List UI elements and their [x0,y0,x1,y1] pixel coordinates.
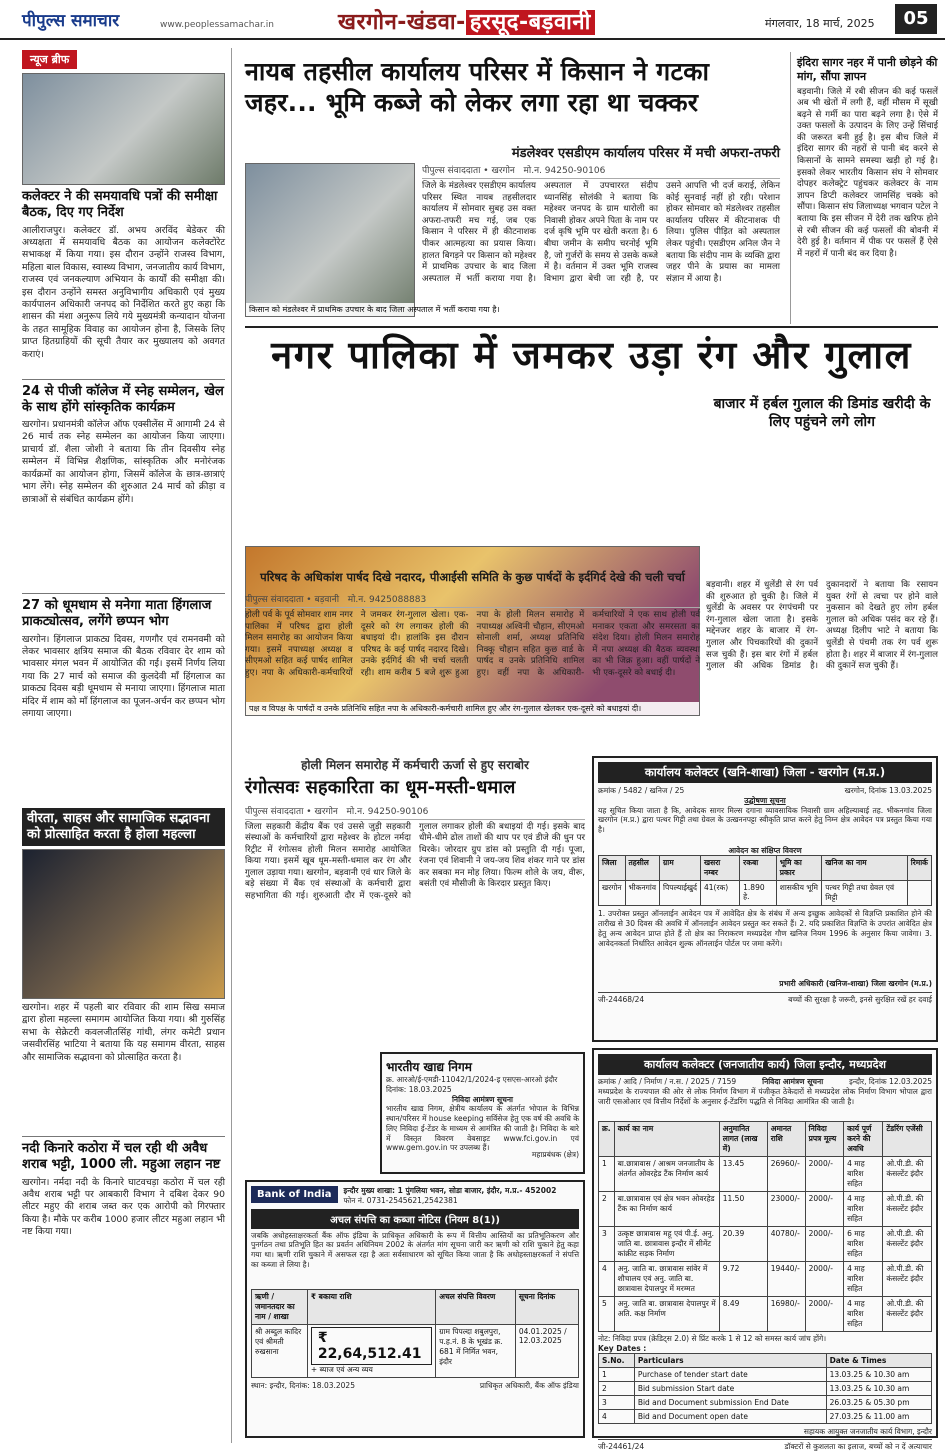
sidebar-body: बड़वानी। जिले में रबी सीजन की कई फसलें अब भी खेतों में लगी हैं, वहीं मौसम में सूखी बढ़ने से गर्मी का पारा बढ़ने लगा है। ऐसे में उक्त फसलों के उत्पादन के लिए उन्हें सिंचाई की जरूरत बनी हुई है। इस बीच जिले में इंदिरा सागर की नहरों से पानी बंद करने से किसानों के सामने समस्या खड़ी हो गई है। इसको लेकर भारतीय किसान संघ ने सोमवार दोपहर कलेक्ट्रेट पहुंचकर कलेक्टर के नाम ज्ञापन डिप्टी कलेक्टर जामसिंह चक्के को सौंपा। किसान संघ जिलाध्यक्ष भगवान पटेल ने बताया कि इस सीजन में देरी तक खरिफ होने से रबी सीजन की कई फसलों की बोवनी में देरी हुई है। वर्तमान में पीक पर फसलें हैं ऐसे में नहरों में पानी बंद कर दिया है। [797,86,938,259]
market-headline-block [706,392,938,454]
tribal-note: नोट: निविदा प्रपत्र (क्रेडिट्स 2.0) से प्रिंट करके 1 से 12 को समस्त कार्य जांच होंगे। [598,1333,827,1343]
works-table-header-2: अनुमानित लागत (लाख में) [719,1121,767,1156]
works-table-header-0: क्र. [599,1121,615,1156]
key-dates-cell-1: Bid and Document open date [634,1410,826,1424]
works-table-cell-5: 4 माह बारिश सहित [844,1261,883,1296]
brief-headline-4: वीरता, साहस और सामाजिक सद्भावना को प्रोत्साहित करता है होला महल्ला [22,808,225,847]
mining-conditions: 1. उपरोक्त प्रस्तुत ऑनलाईन आवेदन पत्र में आवेदित क्षेत्र के संबंध में अन्य इच्छुक आवेदकों से विज्ञप्ति प्रकाशित होने की तारीख से 30 दिवस की अवधि में ऑनलाईन आवेदन प्रस्तुत कर सकते हैं। 2. यदि प्रकाशित विज्ञप्ति के उपरांत आवेदित क्षेत्र हेतु अन्य आवेदन प्राप्त होते हैं तो क्षेत्र का निराकरण मध्यप्रदेश गौण खनिज नियम 1996 के अनुसार किया जावेगा। 3. आवेदनकर्ता निर्धारित आवेदन शुल्क ऑनलाईन पोर्टल पर जमा करेंगे। [598,909,932,948]
karmachari-body: जिला सहकारी केंद्रीय बैंक एवं उससे जुड़ी सहकारी संस्थाओं के कर्मचारियों द्वारा महेश्वर के होटल नर्मदा रिट्रीट में रंगोत्सव होली मिलन समारोह आयोजित किया गया। इसमें खूब धूम-मस्ती-धमाल कर रंग और गुलाल उड़ाया गया। खरगोन, बड़वानी एवं धार जिले के बड़े संख्या में बैंक एवं संस्थाओं के कर्मचारी द्वारा सहभागिता की गई। शुरुआती दौर में एक-दूसरे को गुलाल लगाकर होली की बधाइयां दी गई। इसके बाद धीमे-धीमे ढोल ताशों की थाप पर एवं डीजे की धुन पर थिरके। जोरदार ग्रुप डांस को प्रस्तुति दी गई। पूजा, रंजना एवं शिवानी ने जय-जय शिव शंकर गाने पर डांस कर सबका मन मोह लिया। फिल्म शोले के जय, वीरू, बसंती एवं मौसीजी के किरदार प्रस्तुत किए। [245,821,585,902]
mining-table-header-7: रिमार्क [907,856,931,881]
table-row [599,1382,932,1396]
brief-body-1: आलीराजपुर। कलेक्टर डॉ. अभय अरविंद बेडेकर की अध्यक्षता में समयावधि बैठक का आयोजन कलेक्टोरेट सभाकक्ष में किया गया। इस दौरान उन्होंने राजस्व विभाग, महिला बाल विकास, स्वास्थ्य विभाग, जनजातीय कार्य विभाग, राजस्व एवं जनकल्याण अभियान के कार्यों की समीक्षा की। इस दौरान उन्होंने समस्त अनुविभागीय अधिकारी एवं मुख्य कार्यपालन अधिकारी जनपद को निर्देशित करते हुए कहा कि शासन की मंशा अनुरूप लिये गये मुख्यमंत्री कन्यादान योजना के तहत सामूहिक विवाह का आयोजन होना है, जिसके लिए प्राप्त हितग्राहियों की सूची तैयार कर मुख्यालय को अवगत कराएं। [22,224,225,360]
divider [22,1136,225,1137]
section-divider [245,326,938,328]
newspaper-logo: पीपुल्स समाचार [22,11,120,31]
tribal-notice-title: निविदा आमंत्रण सूचना [762,1077,824,1086]
fci-tender-notice [380,1052,585,1174]
works-table-cell-6: ओ.पी.डी. की कंसल्टेंट इंदौर [883,1226,932,1261]
top-subhead: मंडलेश्वर एसडीएम कार्यालय परिसर में मची अफरा-तफरी [511,146,780,161]
karmachari-byline: पीपुल्स संवाददाता • खरगोन [245,806,338,817]
holi-byline: पीपुल्स संवाददाता • बड़वानी [245,595,340,605]
table-row [599,1226,932,1261]
tribal-ji-number: जी-24461/24 [598,1442,645,1451]
works-table-cell-3: 16980/- [767,1296,805,1331]
brief-headline-5: नदी किनारे कठोरा में चल रही थी अवैध शराब भट्टी, 1000 ली. महुआ लहान नष्ट [22,1141,221,1173]
holi-mobile: मो.न. 9425088883 [347,595,427,605]
works-table-cell-6: ओ.पी.डी. की कंसल्टेंट इंदौर [883,1156,932,1191]
bank-col-borrower: ऋणी / जमानतदार का नाम / शाखा [252,1289,308,1324]
brief-headline-2: 24 से पीजी कॉलेज में स्नेह सम्मेलन, खेल के साथ होंगे सांस्कृतिक कार्यक्रम [22,383,224,415]
bank-borrower: श्री अब्दुल कादिर एवं श्रीमती रुखसाना [252,1324,308,1377]
table-row [599,1191,932,1226]
right-sidebar-story [790,52,938,324]
brief-headline-1: कलेक्टर ने की समयावधि पत्रों की समीक्षा बैठक, दिए गए निर्देश [22,189,218,221]
table-row [599,1410,932,1424]
mining-table-cell-2: पिपल्याईखुर्द [660,881,701,906]
works-table-cell-4: 2000/- [805,1226,843,1261]
works-table-cell-4: 2000/- [805,1156,843,1191]
works-table-cell-2: 13.45 [719,1156,767,1191]
bank-dates: 04.01.2025 / 12.03.2025 [515,1324,578,1377]
website-url[interactable]: www.peoplessamachar.in [160,20,274,30]
fci-date: दिनांक: 18.03.2025 [386,1084,452,1094]
tribal-signature: सहायक आयुक्त जनजातीय कार्य विभाग, इन्दौर [803,1427,932,1437]
top-headline-block [245,56,780,142]
bank-place-date: स्थान: इन्दौर, दिनांक: 18.03.2025 [251,1380,355,1390]
page-number: 05 [895,4,937,34]
table-row [599,1261,932,1296]
key-dates-table [598,1353,932,1424]
works-table-cell-2: 9.72 [719,1261,767,1296]
divider [22,379,225,380]
key-dates-cell-1: Bid submission Start date [634,1382,826,1396]
mining-tender-title: कार्यालय कलेक्टर (खनि-शाखा) जिला - खरगोन (म.प्र.) [598,762,932,783]
top-story-text [422,163,780,317]
divider [22,593,225,594]
fci-notice-title: निविदा आमंत्रण सूचना [451,1094,513,1104]
works-table-cell-0: 2 [599,1191,615,1226]
bank-col-date: सूचना दिनांक [515,1289,578,1324]
works-table-cell-6: ओ.पी.डी. की कंसल्टेंट इंदौर [883,1261,932,1296]
holi-subhead: परिषद के अधिकांश पार्षद दिखे नदारद, पीआईसी समिति के कुछ पार्षदों के इर्दगिर्द देखे की चली चर्चा [260,570,685,584]
mining-table-header-1: तहसील [625,856,659,881]
works-table-cell-3: 19440/- [767,1261,805,1296]
mining-table-header-5: भूमि का प्रकार [776,856,822,881]
table-row [599,1296,932,1331]
bank-amount: ₹ 22,64,512.41 [311,1327,432,1365]
works-table-cell-3: 23000/- [767,1191,805,1226]
works-table-cell-1: उत्कृष्ट छात्रावास महू एवं पी.ई. अनु. जाति बा. छात्रावास इन्दौर में सीमेंट कांक्रीट सड़क निर्माण [614,1226,719,1261]
works-table-header-6: टेंडरिंग एजेंसी [883,1121,932,1156]
mining-signature: प्रभारी अधिकारी (खनिज-शाखा) जिला खरगोन (म.प्र.) [779,979,932,989]
works-table-cell-2: 8.49 [719,1296,767,1331]
holi-story-text [245,592,700,750]
table-row [599,1368,932,1382]
mining-table-header-6: खनिज का नाम [822,856,907,881]
works-table-cell-0: 5 [599,1296,615,1331]
key-dates-cell-0: 4 [599,1410,635,1424]
key-dates-heading: Key Dates : [598,1343,647,1353]
key-dates-cell-0: 3 [599,1396,635,1410]
karmachari-mobile: मो.न. 94250-90106 [346,806,429,817]
top-body: जिले के मंडलेश्वर एसडीएम कार्यालय परिसर स्थित नायब तहसीलदार कार्यालय में सोमवार सुबह उस वक्त अफरा-तफरी मच गई, जब एक किसान ने परिसर में ही कीटनाशक पीकर आत्महत्या का प्रयास किया। हालत बिगड़ने पर किसान को महेश्वर में प्राथमिक उपचार के बाद जिला अस्पताल में भर्ती कराया गया है। अस्पताल में उपचाररत संदीप ध्यानसिंह सोलंकी ने बताया कि महेश्वर जनपद के ग्राम धारोली का निवासी होकर अपने पिता के नाम पर दर्ज कृषि भूमि पर खेती करता है। 6 बीघा जमीन के समीप चरनोई भूमि है, जो गुर्जरों के समय से उसके कब्जे में है। वर्तमान में उक्त भूमि राजस्व विभाग द्वारा बेची जा रही है, पर उसने आपत्ति भी दर्ज कराई, लेकिन कोई सुनवाई नहीं हो रही। परेशान होकर सोमवार को मंडलेश्वर तहसील कार्यालय परिसर में कीटनाशक पी लिया। पुलिस पीड़ित को अस्पताल लेकर पहुंची। एसडीएम अनिल जैन ने बताया कि संदीप नाम के व्यक्ति द्वारा जहर पीने के प्रयास का मामला संज्ञान में आया है। [422,181,780,284]
top-subhead-block [245,142,780,160]
works-table-cell-5: 4 माह बारिश सहित [844,1191,883,1226]
works-table-cell-4: 2000/- [805,1191,843,1226]
works-table-cell-3: 26960/- [767,1156,805,1191]
key-dates-cell-2: 13.03.25 & 10.30 am [826,1368,931,1382]
mining-table-header-0: जिला [599,856,626,881]
tribal-tender-notice [592,1048,938,1451]
key-dates-header-0: S.No. [599,1354,635,1368]
works-table-header-1: कार्य का नाम [614,1121,719,1156]
works-table-cell-2: 11.50 [719,1191,767,1226]
key-dates-cell-0: 1 [599,1368,635,1382]
holi-body: होली पर्व के पूर्व सोमवार शाम नगर पालिका में परिषद द्वारा होली मिलन समारोह का आयोजन किया गया। इसमें नपाध्यक्ष अध्यक्ष व सीएमओ सहित कई पार्षद शामिल हुए। नपा के अधिकारी-कर्मचारियों ने जमकर रंग-गुलाल खेला। एक-दूसरे को रंग लगाकर होली की बधाइयां दी। हालांकि इस दौरान परिषद के कई पार्षद नदारद दिखे। उनके इर्दगिर्द की भी चर्चा चलती रही। शाम करीब 5 बजे शुरू हुआ नपा के होली मिलन समारोह में नपाध्यक्ष अश्विनी चौहान, सीएमओ सोनाली शर्मा, अध्यक्ष प्रतिनिधि निक्कू चौहान सहित कुछ वार्ड के पार्षद व उनके प्रतिनिधि शामिल हुए। वहीं नपा के अधिकारी-कर्मचारियों ने एक साथ होली पर्व मनाकर एकता और समरसता का संदेश दिया। होली मिलन समारोह में नपा अध्यक्ष की बैठक व्यवस्था का भी जिक्र हुआ। वहीं पार्षदों ने भी एक-दूसरे को बधाई दी। [245,610,700,678]
hola-mohalla-photo [22,849,225,999]
key-dates-cell-2: 13.03.25 & 10.30 am [826,1382,931,1396]
table-row [599,1396,932,1410]
works-table-cell-0: 4 [599,1261,615,1296]
works-table [598,1121,932,1332]
news-brief-tag: न्यूज ब्रीफ [22,50,77,69]
brief-headline-3: 27 को धूमधाम से मनेगा माता हिंगलाज प्राकट्योत्सव, लगेंगे छप्पन भोग [22,598,212,630]
brief-body-2: खरगोन। प्रधानमंत्री कॉलेज ऑफ एक्सीलेंस में आगामी 24 से 26 मार्च तक स्नेह सम्मेलन का आयोजन किया जाएगा। प्राचार्य डॉ. शैला जोशी ने बताया कि तीन दिवसीय स्नेह सम्मेलन में विभिन्न शैक्षणिक, सांस्कृतिक और मनोरंजक कार्यक्रमों का आयोजन होगा, जिसमें कॉलेज के छात्र-छात्राएं भाग लेंगे। स्नेह सम्मेलन की शुरुआत 24 मार्च को क्रीड़ा व छात्राओं से संबंधित कार्यक्रम होंगे। [22,419,225,505]
key-dates-cell-1: Bid and Document submission End Date [634,1396,826,1410]
works-table-cell-0: 3 [599,1226,615,1261]
mining-notice-heading: उद्घोषणा सूचना [744,795,786,805]
tribal-tender-title: कार्यालय कलेक्टर (जनजातीय कार्य) जिला इन्दौर, मध्यप्रदेश [598,1054,932,1075]
works-table-cell-4: 2000/- [805,1261,843,1296]
bank-col-amount: ₹ बकाया राशि [307,1289,435,1324]
works-table-header-3: अमानत राशि [767,1121,805,1156]
bank-table [251,1289,579,1378]
works-table-cell-5: 6 माह बारिश सहित [844,1226,883,1261]
meeting-photo [22,73,225,185]
works-table-header-5: कार्य पूर्ण करने की अवधि [844,1121,883,1156]
tribal-slogan: डॉक्टरों से कुशलता का इलाज, बच्चों को न दें अत्याचार [784,1442,932,1451]
works-table-cell-5: 4 माह बारिश सहित [844,1296,883,1331]
mining-notice-intro: यह सूचित किया जाता है कि, आवेदक सागर मिल्स दगाना व्यावसायिक निवासी ग्राम अहिल्याबाई तह. भीकनगांव जिला खरगोन (म.प्र.) द्वारा पत्थर गिट्टी तथा ग्रेवल के उत्खननपट्टा स्वीकृति प्राप्त करने हेतु निम्न क्षेत्र आवेदन पत्र प्रस्तुत किया गया है। [598,805,932,834]
mining-table-caption: आवेदन का संक्षिप्त विवरण [728,845,802,855]
mining-table-header-4: रकबा [740,856,777,881]
section-title-a: खरगोन-खंडवा- [338,10,466,35]
brief-body-3: खरगोन। हिंगलाज प्राकट्य दिवस, गणगौर एवं रामनवमी को लेकर भावसार क्षत्रिय समाज की बैठक रविवार देर शाम को भावसार मंगल भवन में आयोजित की गई। इसमें निर्णय लिया गया कि 27 मार्च को समाज की कुलदेवी माँ हिंगलाज का प्राकट्य दिवस बड़ी धूमधाम से मनाया जाएगा। हिंगलाज माता मंदिर में शाम को माँ हिंगलाज का पूजन-अर्चन कर छप्पन भोग लगाया जाएगा। [22,633,225,720]
brief-body-4: खरगोन। शहर में पहली बार रविवार की शाम सिख समाज द्वारा होला महल्ला समागम आयोजित किया गया। श्री गुरुसिंह सभा के सेक्रेटरी कवलजीतसिंह गांधी, लंगर कमेटी प्रधान जसवीरसिंह भाटिया ने बताया कि यह समागम वीरता, साहस और सामाजिक सद्भावना को प्रोत्साहित करता है। [22,1002,225,1063]
works-table-cell-1: अनु. जाति बा. छात्रावास देपालपुर में अति. कक्ष निर्माण [614,1296,719,1331]
fci-signature: महाप्रबंधक (क्षेत्र) [531,1150,579,1160]
fci-body: भारतीय खाद्य निगम, क्षेत्रीय कार्यालय के अंतर्गत भोपाल के विभिन्न स्थान/परिसर में house keeping सर्विसेज हेतु एक वर्ष की अवधि के लिए निविदा ई-टेंडर के माध्यम से आमंत्रित की जाती है। निविदा के बारे में विस्तृत विवरण वेबसाइट www.fci.gov.in एवं www.gem.gov.in पर उपलब्ध हैं। [386,1104,579,1153]
karmachari-kicker: होली मिलन समारोह में कर्मचारी ऊर्जा से हुए सराबोर [301,758,529,772]
bank-notice-title: अचल संपत्ति का कब्जा नोटिस (नियम 8(1)) [251,1209,579,1229]
sidebar-headline: इंदिरा सागर नहर में पानी छोड़ने की मांग, सौंपा ज्ञापन [797,56,938,83]
holi-headline-block [245,332,938,387]
works-table-cell-2: 20.39 [719,1226,767,1261]
mining-table-header-3: खसरा नम्बर [701,856,740,881]
key-dates-cell-1: Purchase of tender start date [634,1368,826,1382]
top-byline: पीपुल्स संवाददाता • खरगोन [422,166,515,176]
bank-possession-notice [245,1180,585,1438]
key-dates-header-2: Date & Times [826,1354,931,1368]
mining-table-cell-3: 41(रक) [701,881,740,906]
holi-photo-caption: पक्ष व विपक्ष के पार्षदों व उनके प्रतिनिधि सहित नपा के अधिकारी-कर्मचारी शामिल हुए और रंग-गुलाल खेलकर एक-दूसरे को बधाइयां दी। [246,702,699,715]
mining-tender-ref: क्रमांक / 5482 / खनिज / 25 [598,786,685,795]
key-dates-cell-0: 2 [599,1382,635,1396]
works-table-cell-1: बा.छात्रावास एवं क्षेत्र भवन ओवरहेड टैंक का निर्माण कार्य [614,1191,719,1226]
works-table-cell-1: अनु. जाति बा. छात्रावास सांवेर में शौचालय एवं अनु. जाति बा. छात्रावास देपालपुर में मरम्मत [614,1261,719,1296]
mining-table-cell-0: खरगोन [599,881,626,906]
holi-subhead-block [245,566,700,590]
works-table-cell-6: ओ.पी.डी. की कंसल्टेंट इंदौर [883,1191,932,1226]
top-mobile: मो.न. 94250-90106 [523,166,606,176]
bank-signature: प्राधिकृत अधिकारी, बैंक ऑफ इंडिया [479,1380,579,1390]
key-dates-cell-2: 26.03.25 & 05.30 pm [826,1396,931,1410]
works-table-cell-3: 40780/- [767,1226,805,1261]
bank-interest: + ब्याज एवं अन्य व्यय [310,1364,373,1374]
farmer-photo-caption: किसान को मंडलेश्वर में प्राथमिक उपचार के बाद जिला अस्पताल में भर्ती कराया गया है। [246,303,414,316]
works-table-cell-4: 2000/- [805,1296,843,1331]
table-row [599,1156,932,1191]
mining-tender-notice [592,756,938,1042]
tribal-tender-date: इन्दौर, दिनांक 12.03.2025 [849,1077,932,1086]
mining-table-cell-5: शासकीय भूमि [776,881,822,906]
market-story-text [706,580,938,750]
mining-application-table [598,855,932,906]
fci-name: भारतीय खाद्य निगम [386,1060,472,1074]
works-table-cell-5: 4 माह बारिश सहित [844,1156,883,1191]
bank-logo: Bank of India [251,1186,338,1203]
key-dates-cell-2: 27.03.25 & 11.00 am [826,1410,931,1424]
mining-slogan: बच्चों की सुरक्षा है जरूरी, इनसे सुरक्षित रखें हर दवाई [788,995,932,1004]
mining-ji-number: जी-24468/24 [598,995,645,1004]
market-headline: बाजार में हर्बल गुलाल की डिमांड खरीदी के लिए पहुंचने लगे लोग [713,396,931,430]
bank-branch: इन्दौर मुख्य शाखा: 1 पुंगलिया भवन, सोडा बाजार, इंदौर, म.प्र.- 452002 [343,1186,557,1195]
works-table-cell-0: 1 [599,1156,615,1191]
bank-phone: फोन नं. 0731-2545621,2542381 [343,1195,458,1205]
holi-headline: नगर पालिका में जमकर उड़ा रंग और गुलाल [271,333,912,377]
tribal-tender-ref: क्रमांक / आदि / निर्माण / न.स. / 2025 / 7159 [598,1077,737,1086]
mining-table-cell-4: 1.890 हे. [740,881,777,906]
fci-ref: क्र. आरओ/ई-एमडी-11042/1/2024-इ एसएस-आरओ इंदौर [386,1075,558,1084]
mining-table-cell-1: भीकनगांव [625,881,659,906]
market-body: बड़वानी। शहर में धुलेंडी से रंग पर्व की शुरुआत हो चुकी है। जिले में धुलेंडी के अवसर पर रंगपंचमी पर रंग-गुलाल खेला जाता है। इसके मद्देनजर शहर के बाजार में रंग-गुलाल और पिचकारियों की दुकानें सज चुकी हैं। इस बार रंगों में हर्बल गुलाल की अधिक डिमांड है। दुकानदारों ने बताया कि रसायन युक्त रंगों से त्वचा पर होने वाले नुकसान को देखते हुए लोग हर्बल गुलाल को अधिक पसंद कर रहे हैं। अध्यक्ष दिलीप भाटे ने बताया कि धुलेंडी से पंचमी तक रंग पर्व शुरू होता है। शहर में बाजार में रंग-गुलाल की दुकानें सज चुकी हैं। [706,580,938,672]
karmachari-headline: रंगोत्सवः सहकारिता का धूम-मस्ती-धमाल [245,777,516,798]
key-dates-header-1: Particulars [634,1354,826,1368]
dateline: मंगलवार, 18 मार्च, 2025 [765,17,875,30]
bank-property: ग्राम पिपल्दा शबुलपुरा, प.ह.नं. 8 के भूखंड क्र. 681 में निर्मित भवन, इंदौर [436,1324,516,1377]
mining-table-cell-6: पत्थर गिट्टी तथा ग्रेवल एवं मिट्टी [822,881,907,906]
works-table-header-4: निविदा प्रपत्र मूल्य [805,1121,843,1156]
brief-body-5: खरगोन। नर्मदा नदी के किनारे घाटवचड़ा कठोरा में चल रही अवैध शराब भट्टी पर आबकारी विभाग ने दबिश देकर 90 लीटर महुए की शराब जब्त कर एक आरोपी को गिरफ्तार किया है। मौके पर करीब 1000 हजार लीटर महुआ लहान भी नष्ट किया गया। [22,1176,225,1238]
mining-table-header-2: ग्राम [660,856,701,881]
tribal-tender-intro: मध्यप्रदेश के राज्यपाल की ओर से लोक निर्माण विभाग में पंजीकृत ठेकेदारों से मध्यप्रदेश लोक निर्माण विभाग भोपाल द्वारा जारी एसओआर एवं वित्तीय निर्देशों के अनुसार ई-टेंडरिंग पद्धति से निविदा आमंत्रित की जाती है। [598,1086,932,1106]
section-title-b: हरसूद-बड़वानी [466,10,595,35]
bank-col-property: अचल संपत्ति विवरण [436,1289,516,1324]
works-table-cell-1: बा.छात्रावास / आश्रम जनजातीय के अंतर्गत ओवरहेड टैंक निर्माण कार्य [614,1156,719,1191]
bank-body: जबकि अधोहस्ताक्षरकर्ता बैंक ऑफ इंडिया के प्राधिकृत अधिकारी के रूप में वित्तीय आस्तियों का प्रतिभूतिकरण और पुनर्गठन तथा प्रतिभूति हित का प्रवर्तन अधिनियम 2002 के अंतर्गत मांग सूचना जारी कर ऋणी को राशि चुकाने हेतु कहा गया था। ऋणी राशि चुकाने में असफल रहा है अतः सर्वसाधारण को सूचित किया जाता है कि अधोहस्ताक्षरकर्ता ने संपत्ति का कब्जा ले लिया है। [251,1230,579,1269]
mining-tender-date: खरगोन, दिनांक 13.03.2025 [844,786,932,795]
masthead [0,0,945,40]
mining-table-cell-7 [907,881,931,906]
works-table-cell-6: ओ.पी.डी. की कंसल्टेंट इंदौर [883,1296,932,1331]
top-headline: नायब तहसील कार्यालय परिसर में किसान ने गटका जहर... भूमि कब्जे को लेकर लगा रहा था चक्कर [245,57,710,118]
section-banner [320,6,710,36]
news-brief-column [22,48,232,1443]
